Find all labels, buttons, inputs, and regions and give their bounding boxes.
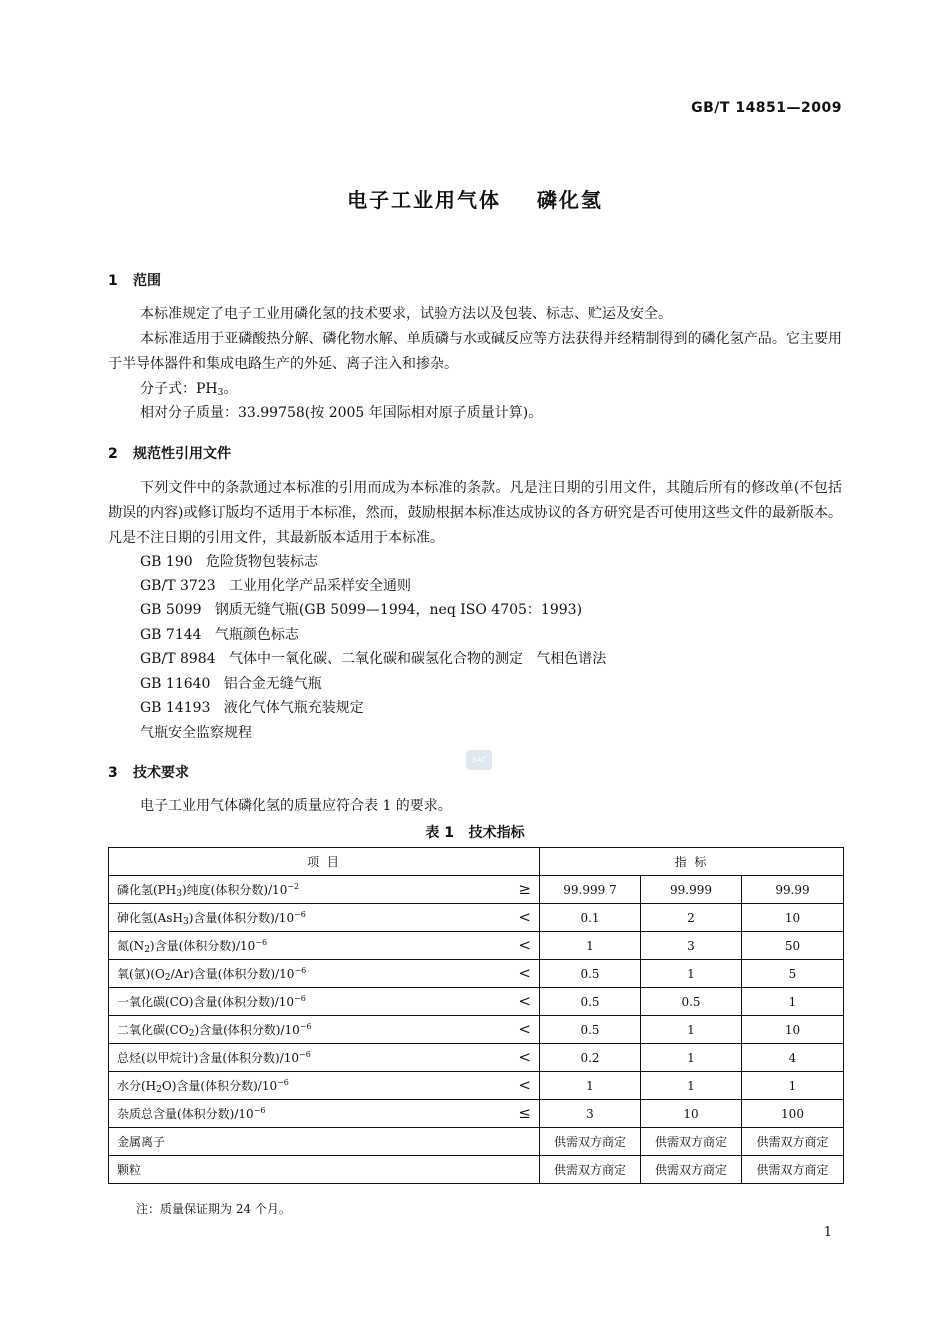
table-row bbox=[109, 876, 844, 904]
table-row bbox=[109, 960, 844, 988]
item-name: 金属离子 bbox=[117, 1135, 166, 1149]
unit-exponent: −6 bbox=[294, 994, 306, 1003]
references-intro: 下列文件中的条款通过本标准的引用而成为本标准的条款。凡是注日期的引用文件，其随后所有的修改单(不包括勘误的内容)或修订版均不适用于本标准，然而，鼓励根据本标准达成协议的各方研究是否可使用这些文件的最新版本。凡是不注日期的引用文件，其最新版本适用于本标准。 bbox=[108, 480, 842, 546]
comparison-operator: ≥ bbox=[518, 880, 531, 898]
scope-paragraph-2: 本标准适用于亚磷酸热分解、磷化物水解、单质磷与水或碱反应等方法获得并经精制得到的磷化氢产品。它主要用于半导体器件和集成电路生产的外延、离子注入和掺杂。 bbox=[108, 331, 842, 372]
comparison-operator: < bbox=[518, 992, 531, 1010]
index-value-v1: 供需双方商定 bbox=[540, 1128, 641, 1156]
item-name-cell bbox=[109, 988, 540, 1016]
sac-watermark-logo: SAC bbox=[466, 750, 492, 770]
formula-suffix: 。 bbox=[223, 381, 238, 397]
reference-item: GB 5099 钢质无缝气瓶(GB 5099—1994，neq ISO 4705：1993) bbox=[140, 602, 583, 618]
item-subscript: 2 bbox=[188, 1028, 195, 1039]
section-number: 2 bbox=[108, 446, 118, 462]
comparison-operator: < bbox=[518, 1020, 531, 1038]
item-name-cell bbox=[109, 1100, 540, 1128]
table-row bbox=[109, 1100, 844, 1128]
reference-item: GB 11640 铝合金无缝气瓶 bbox=[140, 676, 322, 692]
molecular-mass: 相对分子质量：33.99758(按 2005 年国际相对原子质量计算)。 bbox=[140, 405, 543, 421]
item-name-cell bbox=[109, 904, 540, 932]
index-value-v3: 供需双方商定 bbox=[742, 1128, 844, 1156]
unit-exponent: −6 bbox=[299, 1050, 311, 1059]
reference-item: GB 190 危险货物包装标志 bbox=[140, 554, 318, 570]
item-name: 杂质总含量(体积分数)/10 bbox=[117, 1107, 254, 1121]
item-name-cell bbox=[109, 1044, 540, 1072]
item-name-cell bbox=[109, 1072, 540, 1100]
index-value-v2: 1 bbox=[641, 1044, 742, 1072]
item-name: 水分(H bbox=[117, 1078, 157, 1093]
item-name-tail: )纯度(体积分数)/10 bbox=[181, 882, 288, 897]
index-value-v3: 99.99 bbox=[742, 876, 844, 904]
header-item: 项 目 bbox=[109, 848, 540, 876]
index-value-v1: 0.5 bbox=[540, 1016, 641, 1044]
formula-subscript: 3 bbox=[217, 388, 224, 398]
index-value-v1: 99.999 7 bbox=[540, 876, 641, 904]
item-subscript: 2 bbox=[144, 944, 150, 955]
reference-item: GB 7144 气瓶颜色标志 bbox=[140, 627, 299, 643]
comparison-operator: ≤ bbox=[518, 1104, 531, 1122]
table-row bbox=[109, 988, 844, 1016]
item-name: 氧(氩)(O bbox=[117, 966, 165, 981]
index-value-v3: 10 bbox=[742, 1016, 844, 1044]
comparison-operator: < bbox=[518, 964, 531, 982]
scope-paragraph-1: 本标准规定了电子工业用磷化氢的技术要求，试验方法以及包装、标志、贮运及安全。 bbox=[140, 306, 672, 322]
standard-number: GB/T 14851—2009 bbox=[691, 100, 842, 116]
index-value-v3: 5 bbox=[742, 960, 844, 988]
item-subscript: 2 bbox=[164, 972, 171, 983]
unit-exponent: −6 bbox=[277, 1077, 289, 1087]
index-value-v2: 供需双方商定 bbox=[641, 1156, 742, 1184]
table-row bbox=[109, 1016, 844, 1044]
section-title: 规范性引用文件 bbox=[133, 446, 231, 462]
index-value-v1: 1 bbox=[540, 1072, 641, 1100]
index-value-v3: 供需双方商定 bbox=[742, 1156, 844, 1184]
index-value-v1: 0.5 bbox=[540, 960, 641, 988]
comparison-operator: < bbox=[518, 908, 531, 926]
item-name: 颗粒 bbox=[117, 1163, 142, 1177]
formula-prefix: 分子式：PH bbox=[140, 381, 218, 397]
reference-item: GB/T 8984 气体中一氧化碳、二氧化碳和碳氢化合物的测定 气相色谱法 bbox=[140, 651, 607, 667]
section-title: 范围 bbox=[133, 273, 161, 289]
reference-item: 气瓶安全监察规程 bbox=[140, 725, 252, 741]
table-row bbox=[109, 1072, 844, 1100]
index-value-v1: 1 bbox=[540, 932, 641, 960]
requirements-intro: 电子工业用气体磷化氢的质量应符合表 1 的要求。 bbox=[140, 798, 452, 814]
table-row bbox=[109, 1044, 844, 1072]
section-number: 1 bbox=[108, 273, 118, 289]
item-name-cell bbox=[109, 1128, 540, 1156]
index-value-v2: 99.999 bbox=[641, 876, 742, 904]
index-value-v1: 供需双方商定 bbox=[540, 1156, 641, 1184]
table-title: 表 1 技术指标 bbox=[425, 825, 525, 841]
index-value-v2: 供需双方商定 bbox=[641, 1128, 742, 1156]
item-name-tail: )含量(体积分数)/10 bbox=[188, 910, 295, 925]
item-subscript: 3 bbox=[182, 916, 189, 927]
table-row bbox=[109, 904, 844, 932]
item-name-tail: )含量(体积分数)/10 bbox=[149, 938, 256, 953]
item-name: 磷化氢(PH bbox=[117, 882, 177, 897]
item-name-tail: )含量(体积分数)/10 bbox=[194, 1022, 300, 1037]
index-value-v2: 3 bbox=[641, 932, 742, 960]
comparison-operator: < bbox=[518, 936, 531, 954]
index-value-v1: 0.2 bbox=[540, 1044, 641, 1072]
comparison-operator: < bbox=[518, 1048, 531, 1066]
index-value-v3: 100 bbox=[742, 1100, 844, 1128]
index-value-v3: 10 bbox=[742, 904, 844, 932]
index-value-v2: 1 bbox=[641, 1072, 742, 1100]
section-title: 技术要求 bbox=[133, 765, 189, 781]
index-value-v1: 0.1 bbox=[540, 904, 641, 932]
unit-exponent: −6 bbox=[255, 937, 268, 947]
header-index: 指 标 bbox=[540, 848, 844, 876]
index-value-v3: 1 bbox=[742, 1072, 844, 1100]
index-value-v3: 1 bbox=[742, 988, 844, 1016]
item-name-cell bbox=[109, 876, 540, 904]
section-heading-references bbox=[108, 443, 231, 463]
item-name: 总烃(以甲烷计)含量(体积分数)/10 bbox=[117, 1051, 300, 1065]
reference-item: GB 14193 液化气体气瓶充装规定 bbox=[140, 700, 364, 716]
index-value-v3: 50 bbox=[742, 932, 844, 960]
technical-index-table bbox=[108, 847, 844, 1184]
section-heading-scope bbox=[108, 270, 161, 290]
item-name: 二氧化碳(CO bbox=[117, 1022, 189, 1037]
unit-exponent: −2 bbox=[287, 881, 300, 891]
index-value-v3: 4 bbox=[742, 1044, 844, 1072]
item-subscript: 3 bbox=[176, 888, 182, 899]
page-number: 1 bbox=[823, 1225, 832, 1240]
table-note: 注：质量保证期为 24 个月。 bbox=[136, 1202, 291, 1216]
table-header-row bbox=[109, 848, 844, 876]
reference-item: GB/T 3723 工业用化学产品采样安全通则 bbox=[140, 578, 411, 594]
index-value-v2: 2 bbox=[641, 904, 742, 932]
item-subscript: 2 bbox=[156, 1084, 162, 1095]
index-value-v1: 0.5 bbox=[540, 988, 641, 1016]
index-value-v2: 1 bbox=[641, 1016, 742, 1044]
table-row bbox=[109, 1156, 844, 1184]
unit-exponent: −6 bbox=[294, 909, 306, 919]
table-row bbox=[109, 932, 844, 960]
index-value-v2: 0.5 bbox=[641, 988, 742, 1016]
index-value-v2: 10 bbox=[641, 1100, 742, 1128]
unit-exponent: −6 bbox=[299, 1021, 312, 1031]
comparison-operator: < bbox=[518, 1076, 531, 1094]
item-name-tail: /Ar)含量(体积分数)/10 bbox=[170, 966, 295, 981]
index-value-v1: 3 bbox=[540, 1100, 641, 1128]
table-row bbox=[109, 1128, 844, 1156]
item-name: 砷化氢(AsH bbox=[117, 910, 183, 925]
item-name-cell bbox=[109, 960, 540, 988]
unit-exponent: −6 bbox=[294, 965, 307, 975]
section-number: 3 bbox=[108, 765, 118, 781]
document-title: 电子工业用气体 磷化氢 bbox=[347, 188, 603, 212]
index-value-v2: 1 bbox=[641, 960, 742, 988]
item-name-cell bbox=[109, 1016, 540, 1044]
item-name-cell bbox=[109, 932, 540, 960]
item-name-tail: O)含量(体积分数)/10 bbox=[161, 1078, 278, 1093]
unit-exponent: −6 bbox=[253, 1106, 266, 1115]
section-heading-requirements bbox=[108, 762, 189, 782]
item-name: 一氧化碳(CO)含量(体积分数)/10 bbox=[117, 995, 295, 1009]
item-name: 氮(N bbox=[117, 938, 145, 953]
item-name-cell bbox=[109, 1156, 540, 1184]
